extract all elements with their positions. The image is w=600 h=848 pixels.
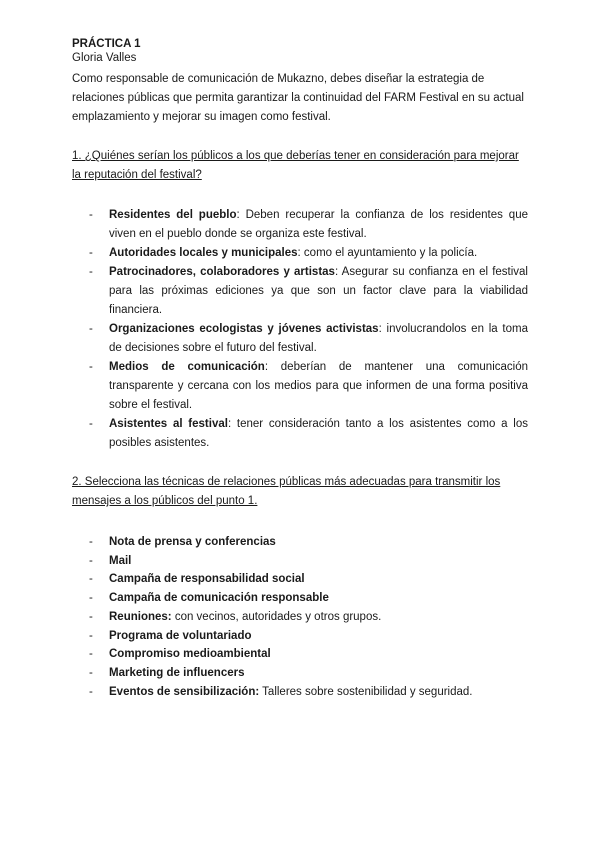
bullet-dash: - bbox=[89, 209, 93, 221]
technique-item bbox=[72, 589, 528, 608]
techniques-list bbox=[72, 533, 528, 701]
bullet-dash: - bbox=[89, 361, 93, 373]
technique-item bbox=[72, 664, 528, 683]
item-text: : como el ayuntamiento y la policía. bbox=[297, 247, 478, 259]
item-text: : tener consideración tanto a los asistentes como a los posibles asistentes. bbox=[109, 418, 528, 449]
item-text: Talleres sobre sostenibilidad y seguridad. bbox=[259, 685, 473, 698]
bullet-dash: - bbox=[89, 323, 93, 335]
item-text: con vecinos, autoridades y otros grupos. bbox=[171, 610, 382, 623]
item-term: Campaña de responsabilidad social bbox=[109, 573, 305, 586]
item-term: Reuniones: bbox=[109, 610, 172, 623]
item-term: Campaña de comunicación responsable bbox=[109, 592, 329, 605]
technique-item bbox=[72, 608, 528, 627]
technique-item bbox=[72, 645, 528, 664]
item-term: Residentes del pueblo bbox=[109, 209, 237, 221]
bullet-dash: - bbox=[89, 666, 93, 679]
technique-item bbox=[72, 552, 528, 571]
publics-list bbox=[72, 206, 528, 453]
public-item bbox=[72, 206, 528, 244]
technique-item bbox=[72, 533, 528, 552]
question-1: 1. ¿Quiénes serían los públicos a los que deberías tener en consideración para mejorar la reputación del festival? bbox=[72, 150, 519, 181]
item-term: Autoridades locales y municipales bbox=[109, 247, 298, 259]
public-item bbox=[72, 320, 528, 358]
item-term: Marketing de influencers bbox=[109, 666, 245, 679]
public-item bbox=[72, 244, 528, 263]
bullet-dash: - bbox=[89, 610, 93, 623]
item-term: Nota de prensa y conferencias bbox=[109, 536, 276, 548]
bullet-dash: - bbox=[89, 573, 93, 586]
item-term: Eventos de sensibilización: bbox=[109, 685, 260, 698]
bullet-dash: - bbox=[89, 536, 93, 548]
technique-item bbox=[72, 627, 528, 646]
question-2: 2. Selecciona las técnicas de relaciones públicas más adecuadas para transmitir los mensajes a los públicos del punto 1. bbox=[72, 476, 501, 507]
item-term: Compromiso medioambiental bbox=[109, 648, 271, 661]
bullet-dash: - bbox=[89, 592, 93, 605]
bullet-dash: - bbox=[89, 685, 93, 698]
bullet-dash: - bbox=[89, 418, 93, 430]
public-item bbox=[72, 263, 528, 320]
document-title: PRÁCTICA 1 bbox=[72, 38, 141, 50]
item-text: : Asegurar su confianza en el festival para las próximas ediciones ya que son un factor clave para la viabilidad financiera. bbox=[109, 266, 528, 316]
bullet-dash: - bbox=[89, 648, 93, 661]
bullet-dash: - bbox=[89, 247, 93, 259]
bullet-dash: - bbox=[89, 554, 93, 567]
bullet-dash: - bbox=[89, 266, 93, 278]
item-term: Medios de comunicación bbox=[109, 361, 265, 373]
intro-paragraph: Como responsable de comunicación de Mukazno, debes diseñar la estrategia de relaciones públicas que permita garantizar la continuidad del FARM Festival en su actual emplazamiento y mejorar su imagen como festival. bbox=[72, 73, 524, 123]
item-text: : deberían de mantener una comunicación transparente y cercana con los medios para que informen de una forma positiva sobre el festival. bbox=[109, 361, 529, 411]
item-term: Asistentes al festival bbox=[109, 418, 228, 430]
item-term: Programa de voluntariado bbox=[109, 629, 252, 642]
item-text: : involucrandolos en la toma de decisiones sobre el futuro del festival. bbox=[109, 323, 528, 354]
item-term: Organizaciones ecologistas y jóvenes activistas bbox=[109, 323, 379, 335]
item-text: : Deben recuperar la confianza de los residentes que viven en el pueblo donde se organiza este festival. bbox=[109, 209, 528, 240]
bullet-dash: - bbox=[89, 629, 93, 642]
technique-item bbox=[72, 570, 528, 589]
technique-item bbox=[72, 683, 528, 702]
public-item bbox=[72, 415, 528, 453]
item-term: Mail bbox=[109, 554, 132, 567]
item-term: Patrocinadores, colaboradores y artistas bbox=[109, 266, 335, 278]
public-item bbox=[72, 358, 528, 415]
document-author: Gloria Valles bbox=[72, 52, 137, 64]
